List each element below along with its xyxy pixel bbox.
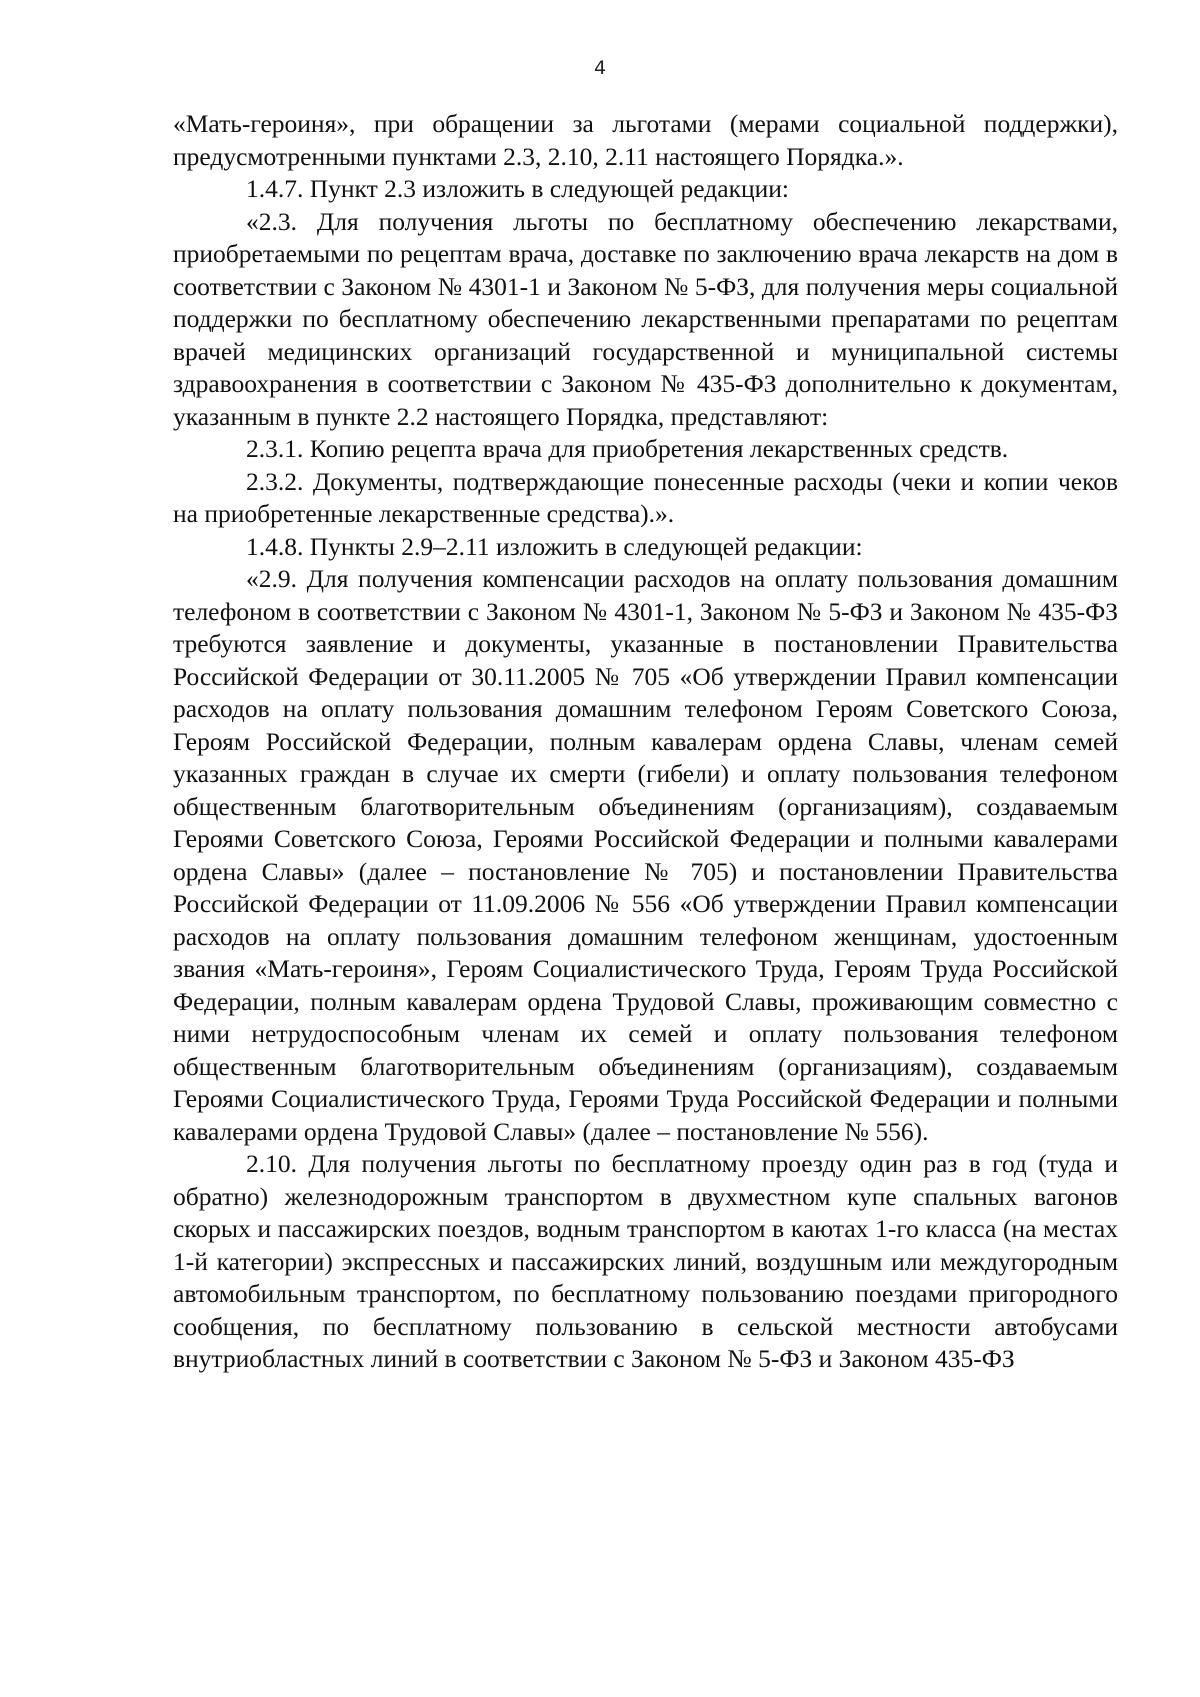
paragraph-1-4-7: 1.4.7. Пункт 2.3 изложить в следующей редакции: — [246, 174, 789, 203]
paragraph-2-10: 2.10. Для получения льготы по бесплатному проезду один раз в год (туда и обратно) железнодорожным транспортом в двухместном купе спальных вагонов скорых и пассажирских поездов, водным транспортом в каютах 1-го класса (на местах 1-й категории) экспрессных и пассажирских линий, воздушным или междугородным автомобильным транспортом, по бесплатному пользованию поездами пригородного сообщения, по бесплатному пользованию в сельской местности автобусами внутриобластных линий в соответствии с Законом № 5-ФЗ и Законом 435-ФЗ — [173, 1149, 1118, 1373]
page-number: 4 — [593, 57, 607, 79]
paragraph-continuation: «Мать-героиня», при обращении за льготами (мерами социальной поддержки), предусмотренными пунктами 2.3, 2.10, 2.11 настоящего Порядка.». — [173, 109, 1118, 171]
document-body — [173, 108, 1118, 1376]
paragraph-2-3-2: 2.3.2. Документы, подтверждающие понесенные расходы (чеки и копии чеков на приобретенные лекарственные средства).». — [173, 466, 1118, 528]
paragraph-2-3: «2.3. Для получения льготы по бесплатному обеспечению лекарствами, приобретаемыми по рецептам врача, доставке по заключению врача лекарств на дом в соответствии с Законом № 4301-1 и Законом № 5-ФЗ, для получения меры социальной поддержки по бесплатному обеспечению лекарственными препаратами по рецептам врачей медицинских организаций государственной и муниципальной системы здравоохранения в соответствии с Законом № 435-ФЗ дополнительно к документам, указанным в пункте 2.2 настоящего Порядка, представляют: — [173, 206, 1118, 431]
paragraph-2-9: «2.9. Для получения компенсации расходов на оплату пользования домашним телефоном в соответствии с Законом № 4301-1, Законом № 5-ФЗ и Законом № 435-ФЗ требуются заявление и документы, указанные в постановлении Правительства Российской Федерации от 30.11.2005 № 705 «Об утверждении Правил компенсации расходов на оплату пользования домашним телефоном Героям Советского Союза, Героям Российской Федерации, полным кавалерам ордена Славы, членам семей указанных граждан в случае их смерти (гибели) и оплату пользования телефоном общественным благотворительным объединениям (организациям), создаваемым Героями Советского Союза, Героями Российской Федерации и полными кавалерами ордена Славы» (далее – постановление № 705) и постановлении Правительства Российской Федерации от 11.09.2006 № 556 «Об утверждении Правил компенсации расходов на оплату пользования домашним телефоном женщинам, удостоенным звания «Мать-героиня», Героям Социалистического Труда, Героям Труда Российской Федерации, полным кавалерам ордена Трудовой Славы, проживающим совместно с ними нетрудоспособным членам их семей и оплату пользования телефоном общественным благотворительным объединениям (организациям), создаваемым Героями Социалистического Труда, Героями Труда Российской Федерации и полными кавалерами ордена Трудовой Славы» (далее – постановление № 556). — [173, 564, 1118, 1146]
paragraph-1-4-8: 1.4.8. Пункты 2.9–2.11 изложить в следующей редакции: — [246, 531, 863, 561]
paragraph-2-3-1: 2.3.1. Копию рецепта врача для приобретения лекарственных средств. — [246, 434, 1009, 463]
